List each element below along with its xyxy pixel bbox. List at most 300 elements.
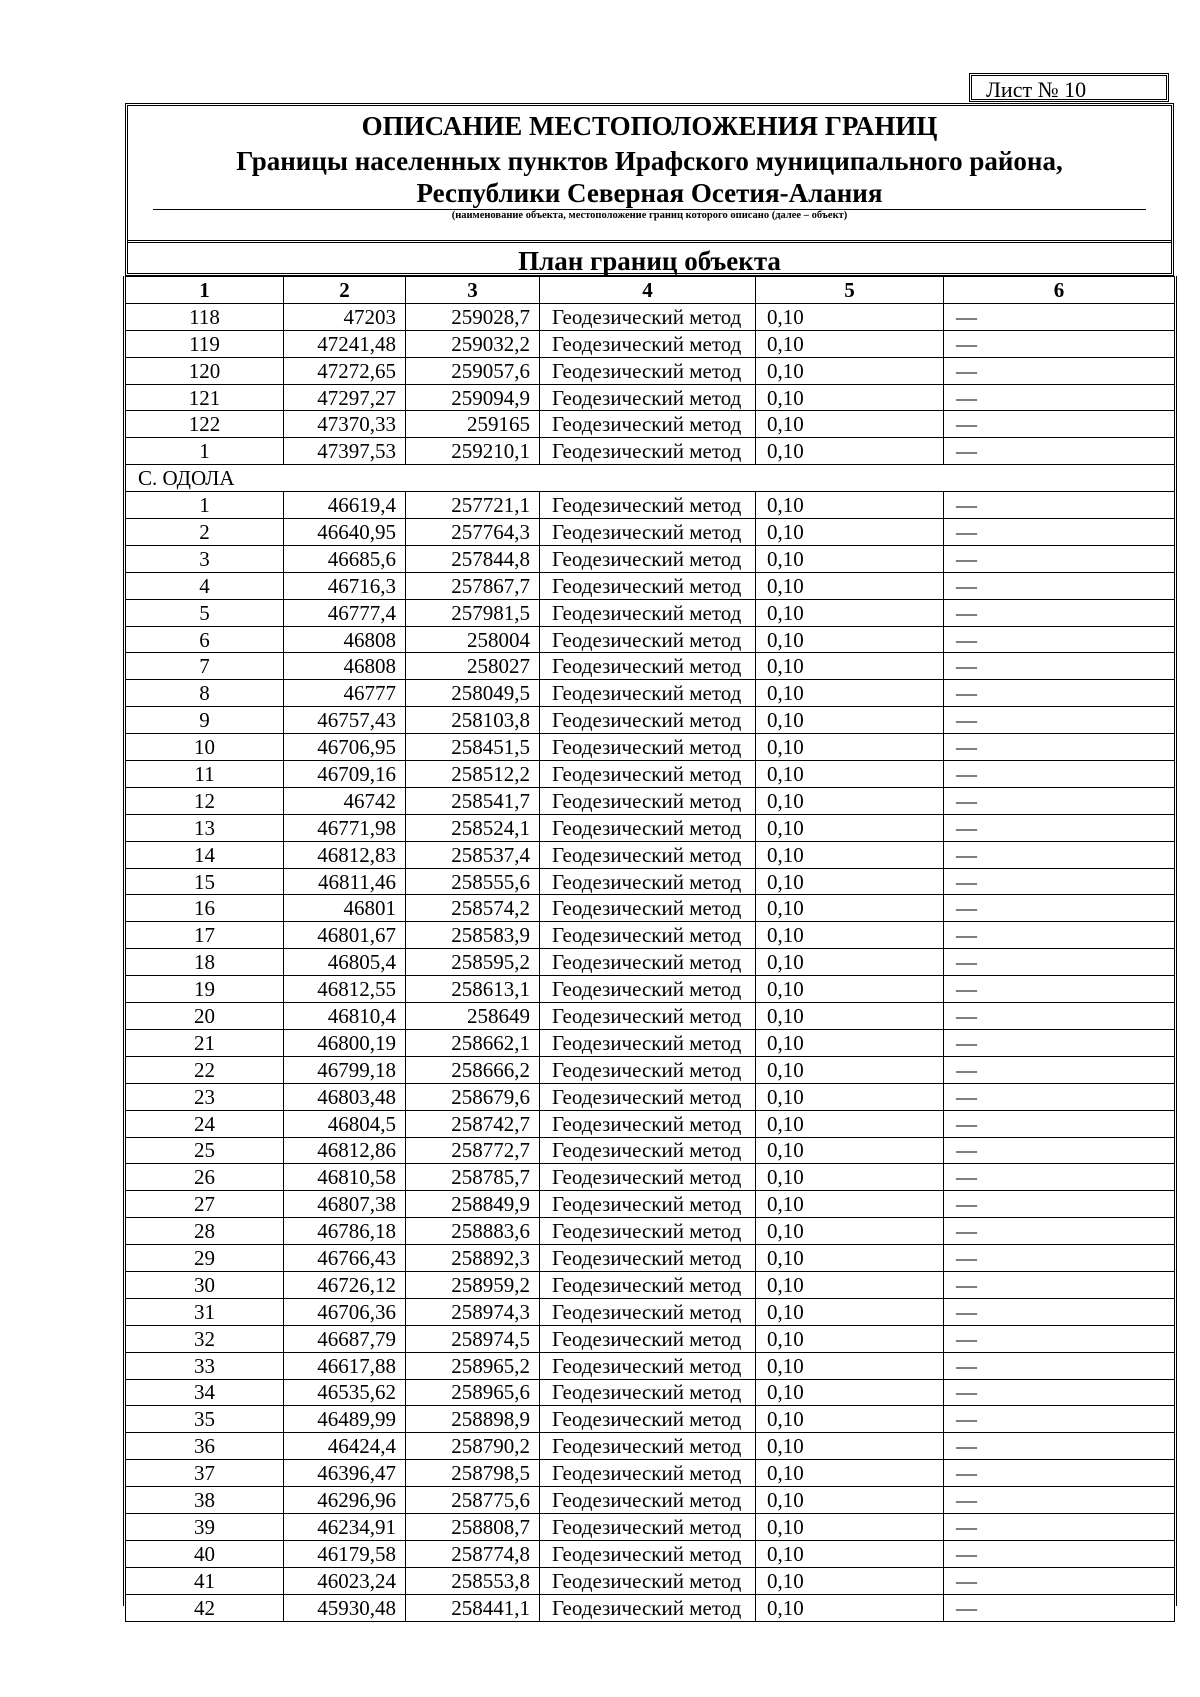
table-row	[126, 922, 1175, 949]
description-cell: —	[944, 1110, 1175, 1137]
method-cell: Геодезический метод	[540, 626, 756, 653]
method-cell: Геодезический метод	[540, 1298, 756, 1325]
accuracy-cell: 0,10	[756, 384, 944, 411]
accuracy-cell: 0,10	[756, 814, 944, 841]
table-row	[126, 357, 1175, 384]
point-number-cell: 12	[126, 787, 284, 814]
table-row	[126, 1325, 1175, 1352]
method-cell: Геодезический метод	[540, 1406, 756, 1433]
point-number-cell: 39	[126, 1513, 284, 1540]
description-cell: —	[944, 1271, 1175, 1298]
y-coordinate-cell: 258662,1	[406, 1029, 540, 1056]
x-coordinate-cell: 46800,19	[284, 1029, 406, 1056]
method-cell: Геодезический метод	[540, 1218, 756, 1245]
method-cell: Геодезический метод	[540, 1460, 756, 1487]
x-coordinate-cell: 46810,4	[284, 1003, 406, 1030]
table-row	[126, 572, 1175, 599]
accuracy-cell: 0,10	[756, 1594, 944, 1621]
accuracy-cell: 0,10	[756, 1487, 944, 1514]
table-row	[126, 384, 1175, 411]
table-body	[126, 303, 1175, 1621]
point-number-cell: 33	[126, 1352, 284, 1379]
y-coordinate-cell: 258974,5	[406, 1325, 540, 1352]
x-coordinate-cell: 46234,91	[284, 1513, 406, 1540]
y-coordinate-cell: 258772,7	[406, 1137, 540, 1164]
table-row	[126, 895, 1175, 922]
y-coordinate-cell: 259094,9	[406, 384, 540, 411]
method-cell: Геодезический метод	[540, 572, 756, 599]
description-cell: —	[944, 868, 1175, 895]
table-row	[126, 1083, 1175, 1110]
y-coordinate-cell: 258649	[406, 1003, 540, 1030]
method-cell: Геодезический метод	[540, 545, 756, 572]
description-cell: —	[944, 653, 1175, 680]
table-row	[126, 1298, 1175, 1325]
y-coordinate-cell: 257981,5	[406, 599, 540, 626]
table-row	[126, 868, 1175, 895]
y-coordinate-cell: 258892,3	[406, 1245, 540, 1272]
y-coordinate-cell: 257844,8	[406, 545, 540, 572]
method-cell: Геодезический метод	[540, 1110, 756, 1137]
description-cell: —	[944, 492, 1175, 519]
accuracy-cell: 0,10	[756, 680, 944, 707]
method-cell: Геодезический метод	[540, 680, 756, 707]
table-header-row	[126, 277, 1175, 304]
method-cell: Геодезический метод	[540, 1352, 756, 1379]
method-cell: Геодезический метод	[540, 303, 756, 330]
y-coordinate-cell: 258775,6	[406, 1487, 540, 1514]
y-coordinate-cell: 258974,3	[406, 1298, 540, 1325]
accuracy-cell: 0,10	[756, 357, 944, 384]
y-coordinate-cell: 259032,2	[406, 330, 540, 357]
table-row	[126, 1245, 1175, 1272]
y-coordinate-cell: 259210,1	[406, 438, 540, 465]
table-row	[126, 626, 1175, 653]
object-name-caption: (наименование объекта, местоположение границ которого описано (далее – объект)	[451, 210, 848, 221]
description-cell: —	[944, 572, 1175, 599]
table-row	[126, 1406, 1175, 1433]
accuracy-cell: 0,10	[756, 492, 944, 519]
table-row	[126, 680, 1175, 707]
point-number-cell: 23	[126, 1083, 284, 1110]
accuracy-cell: 0,10	[756, 787, 944, 814]
description-cell: —	[944, 761, 1175, 788]
point-number-cell: 119	[126, 330, 284, 357]
table-row	[126, 1513, 1175, 1540]
method-cell: Геодезический метод	[540, 1164, 756, 1191]
table-row	[126, 1137, 1175, 1164]
x-coordinate-cell: 46685,6	[284, 545, 406, 572]
document-header	[125, 103, 1174, 276]
point-number-cell: 19	[126, 976, 284, 1003]
table-row	[126, 599, 1175, 626]
accuracy-cell: 0,10	[756, 976, 944, 1003]
description-cell: —	[944, 976, 1175, 1003]
point-number-cell: 120	[126, 357, 284, 384]
point-number-cell: 7	[126, 653, 284, 680]
x-coordinate-cell: 45930,48	[284, 1594, 406, 1621]
table-row	[126, 1460, 1175, 1487]
accuracy-cell: 0,10	[756, 1271, 944, 1298]
x-coordinate-cell: 46716,3	[284, 572, 406, 599]
column-header: 4	[540, 277, 756, 304]
method-cell: Геодезический метод	[540, 1325, 756, 1352]
column-header: 2	[284, 277, 406, 304]
accuracy-cell: 0,10	[756, 1003, 944, 1030]
point-number-cell: 2	[126, 519, 284, 546]
point-number-cell: 8	[126, 680, 284, 707]
point-number-cell: 13	[126, 814, 284, 841]
description-cell: —	[944, 1056, 1175, 1083]
plan-title: План границ объекта	[518, 246, 781, 276]
method-cell: Геодезический метод	[540, 438, 756, 465]
table-row	[126, 330, 1175, 357]
column-header: 3	[406, 277, 540, 304]
point-number-cell: 20	[126, 1003, 284, 1030]
x-coordinate-cell: 46619,4	[284, 492, 406, 519]
method-cell: Геодезический метод	[540, 1191, 756, 1218]
accuracy-cell: 0,10	[756, 1164, 944, 1191]
table-row	[126, 1056, 1175, 1083]
y-coordinate-cell: 258883,6	[406, 1218, 540, 1245]
point-number-cell: 118	[126, 303, 284, 330]
accuracy-cell: 0,10	[756, 599, 944, 626]
table-row	[126, 1110, 1175, 1137]
table-row	[126, 1164, 1175, 1191]
description-cell: —	[944, 841, 1175, 868]
accuracy-cell: 0,10	[756, 1352, 944, 1379]
y-coordinate-cell: 258798,5	[406, 1460, 540, 1487]
y-coordinate-cell: 258027	[406, 653, 540, 680]
method-cell: Геодезический метод	[540, 384, 756, 411]
description-cell: —	[944, 303, 1175, 330]
y-coordinate-cell: 258898,9	[406, 1406, 540, 1433]
y-coordinate-cell: 257721,1	[406, 492, 540, 519]
x-coordinate-cell: 46808	[284, 653, 406, 680]
accuracy-cell: 0,10	[756, 303, 944, 330]
y-coordinate-cell: 258451,5	[406, 734, 540, 761]
table-row	[126, 814, 1175, 841]
y-coordinate-cell: 258808,7	[406, 1513, 540, 1540]
point-number-cell: 10	[126, 734, 284, 761]
accuracy-cell: 0,10	[756, 572, 944, 599]
x-coordinate-cell: 46812,55	[284, 976, 406, 1003]
description-cell: —	[944, 1433, 1175, 1460]
x-coordinate-cell: 46777,4	[284, 599, 406, 626]
x-coordinate-cell: 46296,96	[284, 1487, 406, 1514]
point-number-cell: 122	[126, 411, 284, 438]
accuracy-cell: 0,10	[756, 1567, 944, 1594]
method-cell: Геодезический метод	[540, 519, 756, 546]
point-number-cell: 34	[126, 1379, 284, 1406]
method-cell: Геодезический метод	[540, 787, 756, 814]
table-row	[126, 1567, 1175, 1594]
description-cell: —	[944, 1379, 1175, 1406]
method-cell: Геодезический метод	[540, 922, 756, 949]
description-cell: —	[944, 411, 1175, 438]
method-cell: Геодезический метод	[540, 841, 756, 868]
table-row	[126, 976, 1175, 1003]
description-cell: —	[944, 1003, 1175, 1030]
description-cell: —	[944, 1540, 1175, 1567]
description-cell: —	[944, 1487, 1175, 1514]
point-number-cell: 32	[126, 1325, 284, 1352]
accuracy-cell: 0,10	[756, 922, 944, 949]
description-cell: —	[944, 599, 1175, 626]
point-number-cell: 42	[126, 1594, 284, 1621]
x-coordinate-cell: 46812,83	[284, 841, 406, 868]
method-cell: Геодезический метод	[540, 1433, 756, 1460]
point-number-cell: 27	[126, 1191, 284, 1218]
table-row	[126, 411, 1175, 438]
x-coordinate-cell: 47297,27	[284, 384, 406, 411]
point-number-cell: 4	[126, 572, 284, 599]
table-row	[126, 787, 1175, 814]
y-coordinate-cell: 258959,2	[406, 1271, 540, 1298]
method-cell: Геодезический метод	[540, 1137, 756, 1164]
x-coordinate-cell: 46757,43	[284, 707, 406, 734]
description-cell: —	[944, 734, 1175, 761]
x-coordinate-cell: 46535,62	[284, 1379, 406, 1406]
accuracy-cell: 0,10	[756, 1460, 944, 1487]
description-cell: —	[944, 707, 1175, 734]
description-cell: —	[944, 1245, 1175, 1272]
description-cell: —	[944, 1191, 1175, 1218]
sheet-number-box	[969, 73, 1169, 102]
point-number-cell: 36	[126, 1433, 284, 1460]
x-coordinate-cell: 46023,24	[284, 1567, 406, 1594]
table-row	[126, 1352, 1175, 1379]
point-number-cell: 25	[126, 1137, 284, 1164]
method-cell: Геодезический метод	[540, 976, 756, 1003]
point-number-cell: 40	[126, 1540, 284, 1567]
method-cell: Геодезический метод	[540, 1513, 756, 1540]
method-cell: Геодезический метод	[540, 707, 756, 734]
y-coordinate-cell: 258537,4	[406, 841, 540, 868]
coordinates-table	[125, 276, 1175, 1622]
description-cell: —	[944, 438, 1175, 465]
y-coordinate-cell: 258004	[406, 626, 540, 653]
method-cell: Геодезический метод	[540, 1540, 756, 1567]
accuracy-cell: 0,10	[756, 1298, 944, 1325]
point-number-cell: 1	[126, 492, 284, 519]
method-cell: Геодезический метод	[540, 1003, 756, 1030]
description-cell: —	[944, 922, 1175, 949]
method-cell: Геодезический метод	[540, 1083, 756, 1110]
method-cell: Геодезический метод	[540, 1487, 756, 1514]
table-row	[126, 707, 1175, 734]
document-title: ОПИСАНИЕ МЕСТОПОЛОЖЕНИЯ ГРАНИЦ	[361, 111, 938, 141]
accuracy-cell: 0,10	[756, 841, 944, 868]
table-row	[126, 653, 1175, 680]
description-cell: —	[944, 357, 1175, 384]
table-row	[126, 438, 1175, 465]
point-number-cell: 29	[126, 1245, 284, 1272]
accuracy-cell: 0,10	[756, 761, 944, 788]
point-number-cell: 5	[126, 599, 284, 626]
accuracy-cell: 0,10	[756, 438, 944, 465]
accuracy-cell: 0,10	[756, 653, 944, 680]
method-cell: Геодезический метод	[540, 330, 756, 357]
table-outer-border-right	[1176, 276, 1177, 1606]
accuracy-cell: 0,10	[756, 519, 944, 546]
table-row	[126, 1029, 1175, 1056]
table-row	[126, 519, 1175, 546]
point-number-cell: 1	[126, 438, 284, 465]
description-cell: —	[944, 787, 1175, 814]
table-row	[126, 545, 1175, 572]
table-row	[126, 1271, 1175, 1298]
point-number-cell: 15	[126, 868, 284, 895]
table-row	[126, 761, 1175, 788]
table-row	[126, 1379, 1175, 1406]
method-cell: Геодезический метод	[540, 599, 756, 626]
point-number-cell: 41	[126, 1567, 284, 1594]
x-coordinate-cell: 46766,43	[284, 1245, 406, 1272]
table-row	[126, 949, 1175, 976]
point-number-cell: 6	[126, 626, 284, 653]
header-separator	[128, 240, 1171, 243]
y-coordinate-cell: 257764,3	[406, 519, 540, 546]
description-cell: —	[944, 895, 1175, 922]
y-coordinate-cell: 258555,6	[406, 868, 540, 895]
x-coordinate-cell: 46489,99	[284, 1406, 406, 1433]
description-cell: —	[944, 1406, 1175, 1433]
y-coordinate-cell: 258524,1	[406, 814, 540, 841]
description-cell: —	[944, 1029, 1175, 1056]
x-coordinate-cell: 46687,79	[284, 1325, 406, 1352]
point-number-cell: 3	[126, 545, 284, 572]
description-cell: —	[944, 1352, 1175, 1379]
x-coordinate-cell: 46726,12	[284, 1271, 406, 1298]
x-coordinate-cell: 46811,46	[284, 868, 406, 895]
y-coordinate-cell: 258679,6	[406, 1083, 540, 1110]
y-coordinate-cell: 258742,7	[406, 1110, 540, 1137]
accuracy-cell: 0,10	[756, 411, 944, 438]
x-coordinate-cell: 47203	[284, 303, 406, 330]
description-cell: —	[944, 680, 1175, 707]
x-coordinate-cell: 47397,53	[284, 438, 406, 465]
method-cell: Геодезический метод	[540, 868, 756, 895]
accuracy-cell: 0,10	[756, 1406, 944, 1433]
point-number-cell: 31	[126, 1298, 284, 1325]
x-coordinate-cell: 47370,33	[284, 411, 406, 438]
description-cell: —	[944, 1218, 1175, 1245]
method-cell: Геодезический метод	[540, 895, 756, 922]
point-number-cell: 30	[126, 1271, 284, 1298]
y-coordinate-cell: 258553,8	[406, 1567, 540, 1594]
x-coordinate-cell: 46808	[284, 626, 406, 653]
point-number-cell: 16	[126, 895, 284, 922]
column-header: 6	[944, 277, 1175, 304]
x-coordinate-cell: 46424,4	[284, 1433, 406, 1460]
accuracy-cell: 0,10	[756, 949, 944, 976]
x-coordinate-cell: 46805,4	[284, 949, 406, 976]
point-number-cell: 21	[126, 1029, 284, 1056]
table-outer-border-left	[123, 276, 124, 1606]
description-cell: —	[944, 626, 1175, 653]
x-coordinate-cell: 46709,16	[284, 761, 406, 788]
accuracy-cell: 0,10	[756, 895, 944, 922]
point-number-cell: 37	[126, 1460, 284, 1487]
point-number-cell: 14	[126, 841, 284, 868]
description-cell: —	[944, 384, 1175, 411]
accuracy-cell: 0,10	[756, 1513, 944, 1540]
table-row	[126, 1433, 1175, 1460]
y-coordinate-cell: 258595,2	[406, 949, 540, 976]
table-row	[126, 841, 1175, 868]
accuracy-cell: 0,10	[756, 1191, 944, 1218]
table-row	[126, 734, 1175, 761]
y-coordinate-cell: 259028,7	[406, 303, 540, 330]
description-cell: —	[944, 1164, 1175, 1191]
y-coordinate-cell: 258441,1	[406, 1594, 540, 1621]
x-coordinate-cell: 46706,36	[284, 1298, 406, 1325]
description-cell: —	[944, 1513, 1175, 1540]
column-header: 1	[126, 277, 284, 304]
x-coordinate-cell: 46617,88	[284, 1352, 406, 1379]
y-coordinate-cell: 258583,9	[406, 922, 540, 949]
accuracy-cell: 0,10	[756, 868, 944, 895]
y-coordinate-cell: 258613,1	[406, 976, 540, 1003]
accuracy-cell: 0,10	[756, 1056, 944, 1083]
accuracy-cell: 0,10	[756, 1083, 944, 1110]
method-cell: Геодезический метод	[540, 1594, 756, 1621]
x-coordinate-cell: 46771,98	[284, 814, 406, 841]
method-cell: Геодезический метод	[540, 1245, 756, 1272]
x-coordinate-cell: 46640,95	[284, 519, 406, 546]
point-number-cell: 24	[126, 1110, 284, 1137]
y-coordinate-cell: 258103,8	[406, 707, 540, 734]
x-coordinate-cell: 46801	[284, 895, 406, 922]
section-title: С. ОДОЛА	[126, 465, 1175, 492]
description-cell: —	[944, 330, 1175, 357]
section-row	[126, 465, 1175, 492]
y-coordinate-cell: 258790,2	[406, 1433, 540, 1460]
y-coordinate-cell: 258512,2	[406, 761, 540, 788]
y-coordinate-cell: 258574,2	[406, 895, 540, 922]
method-cell: Геодезический метод	[540, 411, 756, 438]
accuracy-cell: 0,10	[756, 1245, 944, 1272]
x-coordinate-cell: 47241,48	[284, 330, 406, 357]
method-cell: Геодезический метод	[540, 1056, 756, 1083]
description-cell: —	[944, 1567, 1175, 1594]
point-number-cell: 28	[126, 1218, 284, 1245]
point-number-cell: 22	[126, 1056, 284, 1083]
x-coordinate-cell: 46801,67	[284, 922, 406, 949]
x-coordinate-cell: 46179,58	[284, 1540, 406, 1567]
table-row	[126, 303, 1175, 330]
point-number-cell: 38	[126, 1487, 284, 1514]
y-coordinate-cell: 258774,8	[406, 1540, 540, 1567]
x-coordinate-cell: 46807,38	[284, 1191, 406, 1218]
x-coordinate-cell: 46810,58	[284, 1164, 406, 1191]
accuracy-cell: 0,10	[756, 1110, 944, 1137]
accuracy-cell: 0,10	[756, 1379, 944, 1406]
x-coordinate-cell: 46777	[284, 680, 406, 707]
method-cell: Геодезический метод	[540, 734, 756, 761]
x-coordinate-cell: 46396,47	[284, 1460, 406, 1487]
y-coordinate-cell: 258541,7	[406, 787, 540, 814]
point-number-cell: 121	[126, 384, 284, 411]
method-cell: Геодезический метод	[540, 1029, 756, 1056]
x-coordinate-cell: 46786,18	[284, 1218, 406, 1245]
description-cell: —	[944, 519, 1175, 546]
x-coordinate-cell: 46804,5	[284, 1110, 406, 1137]
y-coordinate-cell: 258849,9	[406, 1191, 540, 1218]
description-cell: —	[944, 814, 1175, 841]
accuracy-cell: 0,10	[756, 545, 944, 572]
